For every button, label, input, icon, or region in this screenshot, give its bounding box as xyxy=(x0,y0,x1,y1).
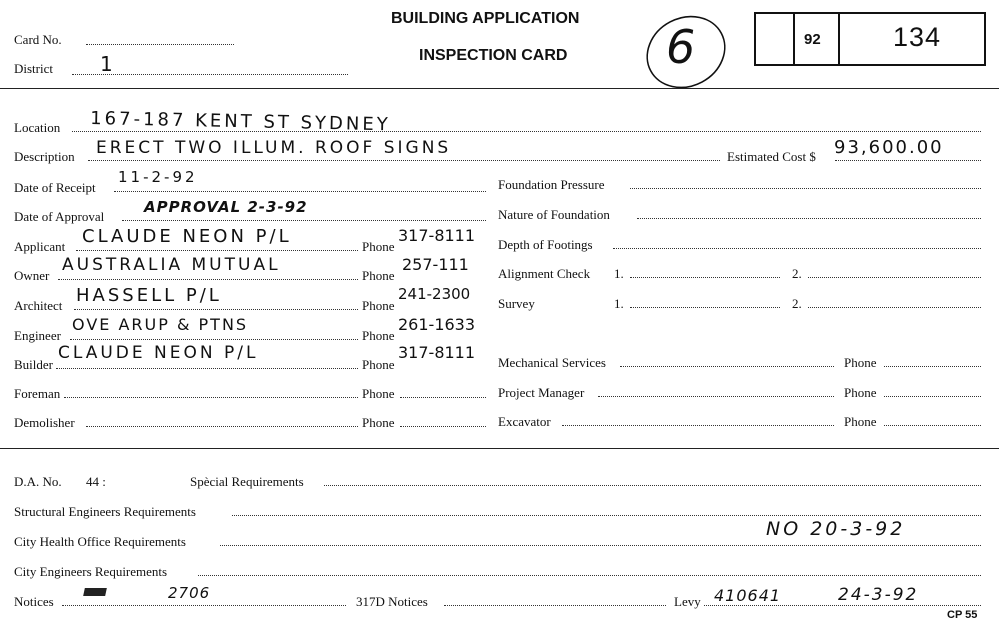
demolisher-line xyxy=(86,426,358,427)
notices-scribble xyxy=(83,588,107,596)
da-value: 44 : xyxy=(86,474,106,489)
applicant-value: CLAUDE NEON P/L xyxy=(82,226,292,247)
architect-value: HASSELL P/L xyxy=(76,285,222,306)
levy-line xyxy=(704,605,981,606)
owner-value: AUSTRALIA MUTUAL xyxy=(62,255,281,275)
form-code: CP 55 xyxy=(947,609,978,621)
nature-foundation-line xyxy=(637,218,981,219)
survey-1-line xyxy=(630,307,780,308)
builder-value: CLAUDE NEON P/L xyxy=(58,343,259,363)
health-requirements-value: NO 20-3-92 xyxy=(766,518,906,540)
project-manager-line xyxy=(598,396,834,397)
da-label: D.A. No. xyxy=(14,474,62,489)
alignment-check-2-line xyxy=(808,277,981,278)
structural-requirements-label: Structural Engineers Requirements xyxy=(14,504,196,519)
owner-phone-value: 257-111 xyxy=(402,255,469,274)
card-no-line xyxy=(86,44,234,45)
date-approval-line xyxy=(122,220,486,221)
date-approval-label: Date of Approval xyxy=(14,209,105,224)
health-requirements-line xyxy=(220,545,981,546)
excavator-line xyxy=(562,425,834,426)
applicant-line xyxy=(76,250,358,251)
architect-phone-value: 241-2300 xyxy=(398,285,471,303)
notices-value: 2706 xyxy=(168,584,211,602)
foreman-phone-label: Phone xyxy=(362,386,395,401)
applicant-phone-value: 317-8111 xyxy=(398,226,476,245)
levy-label: Levy xyxy=(674,594,701,609)
demolisher-phone-label: Phone xyxy=(362,415,395,430)
city-engineers-line xyxy=(198,575,981,576)
location-label: Location xyxy=(14,120,61,135)
date-receipt-line xyxy=(114,191,486,192)
engineer-label: Engineer xyxy=(14,328,61,343)
estimated-cost-label: Estimated Cost $ xyxy=(727,149,816,164)
owner-phone-label: Phone xyxy=(362,268,395,283)
description-value: ERECT TWO ILLUM. ROOF SIGNS xyxy=(96,138,452,158)
notices-317d-line xyxy=(444,605,666,606)
builder-line xyxy=(56,368,358,369)
special-requirements-label: Spècial Requirements xyxy=(190,474,304,489)
project-manager-label: Project Manager xyxy=(498,385,585,400)
survey-2-line xyxy=(808,307,981,308)
depth-footings-label: Depth of Footings xyxy=(498,237,593,252)
builder-phone-label: Phone xyxy=(362,357,395,372)
mechanical-label: Mechanical Services xyxy=(498,355,606,370)
application-number: 134 xyxy=(893,22,942,52)
date-receipt-label: Date of Receipt xyxy=(14,180,96,195)
builder-phone-value: 317-8111 xyxy=(398,343,476,362)
survey-1-label: 1. xyxy=(614,296,624,311)
date-receipt-value: 11-2-92 xyxy=(118,168,198,186)
mechanical-phone-line xyxy=(884,366,981,367)
foreman-label: Foreman xyxy=(14,386,61,401)
engineer-phone-value: 261-1633 xyxy=(398,315,476,334)
foreman-line xyxy=(64,397,358,398)
estimated-cost-line xyxy=(835,160,981,161)
survey-2-label: 2. xyxy=(792,296,802,311)
architect-phone-label: Phone xyxy=(362,298,395,313)
structural-requirements-line xyxy=(232,515,981,516)
notices-label: Notices xyxy=(14,594,54,609)
alignment-check-1-line xyxy=(630,277,780,278)
builder-label: Builder xyxy=(14,357,53,372)
alignment-check-label: Alignment Check xyxy=(498,266,591,281)
circled-number: 6 xyxy=(666,20,696,74)
district-label: District xyxy=(14,61,53,76)
excavator-phone-line xyxy=(884,425,981,426)
estimated-cost-value: 93,600.00 xyxy=(834,137,944,158)
foundation-pressure-line xyxy=(630,188,981,189)
demolisher-label: Demolisher xyxy=(14,415,75,430)
engineer-value: OVE ARUP & PTNS xyxy=(72,315,249,334)
alignment-check-2-label: 2. xyxy=(792,266,802,281)
date-approval-value: APPROVAL 2-3-92 xyxy=(144,198,308,216)
alignment-check-1-label: 1. xyxy=(614,266,624,281)
foreman-phone-line xyxy=(400,397,486,398)
location-value: 167-187 KENT ST SYDNEY xyxy=(90,108,391,136)
engineer-phone-label: Phone xyxy=(362,328,395,343)
architect-line xyxy=(74,309,358,310)
card-no-label: Card No. xyxy=(14,32,62,47)
notices-line xyxy=(62,605,346,606)
excavator-phone-label: Phone xyxy=(844,414,877,429)
foundation-pressure-label: Foundation Pressure xyxy=(498,177,605,192)
levy-value: 410641 xyxy=(714,586,782,605)
survey-label: Survey xyxy=(498,296,535,311)
box-divider-1 xyxy=(793,12,795,64)
city-engineers-label: City Engineers Requirements xyxy=(14,564,168,579)
excavator-label: Excavator xyxy=(498,414,551,429)
description-line xyxy=(88,160,720,161)
box-divider-2 xyxy=(838,12,840,64)
section-divider-top xyxy=(0,88,999,89)
application-year: 92 xyxy=(804,31,821,48)
architect-label: Architect xyxy=(14,298,63,313)
levy-date: 24-3-92 xyxy=(838,585,919,605)
depth-footings-line xyxy=(613,248,981,249)
mechanical-phone-label: Phone xyxy=(844,355,877,370)
application-number-box xyxy=(754,12,986,66)
mechanical-line xyxy=(620,366,834,367)
applicant-phone-label: Phone xyxy=(362,239,395,254)
owner-label: Owner xyxy=(14,268,50,283)
district-value: 1 xyxy=(100,52,116,76)
project-manager-phone-label: Phone xyxy=(844,385,877,400)
notices-317d-label: 317D Notices xyxy=(356,594,428,609)
description-label: Description xyxy=(14,149,75,164)
project-manager-phone-line xyxy=(884,396,981,397)
nature-foundation-label: Nature of Foundation xyxy=(498,207,610,222)
section-divider-bottom xyxy=(0,448,999,449)
applicant-label: Applicant xyxy=(14,239,66,254)
form-title-line2: INSPECTION CARD xyxy=(419,47,568,64)
owner-line xyxy=(58,279,358,280)
form-title-line1: BUILDING APPLICATION xyxy=(391,10,580,27)
demolisher-phone-line xyxy=(400,426,486,427)
health-requirements-label: City Health Office Requirements xyxy=(14,534,186,549)
engineer-line xyxy=(70,339,358,340)
special-requirements-line xyxy=(324,485,981,486)
